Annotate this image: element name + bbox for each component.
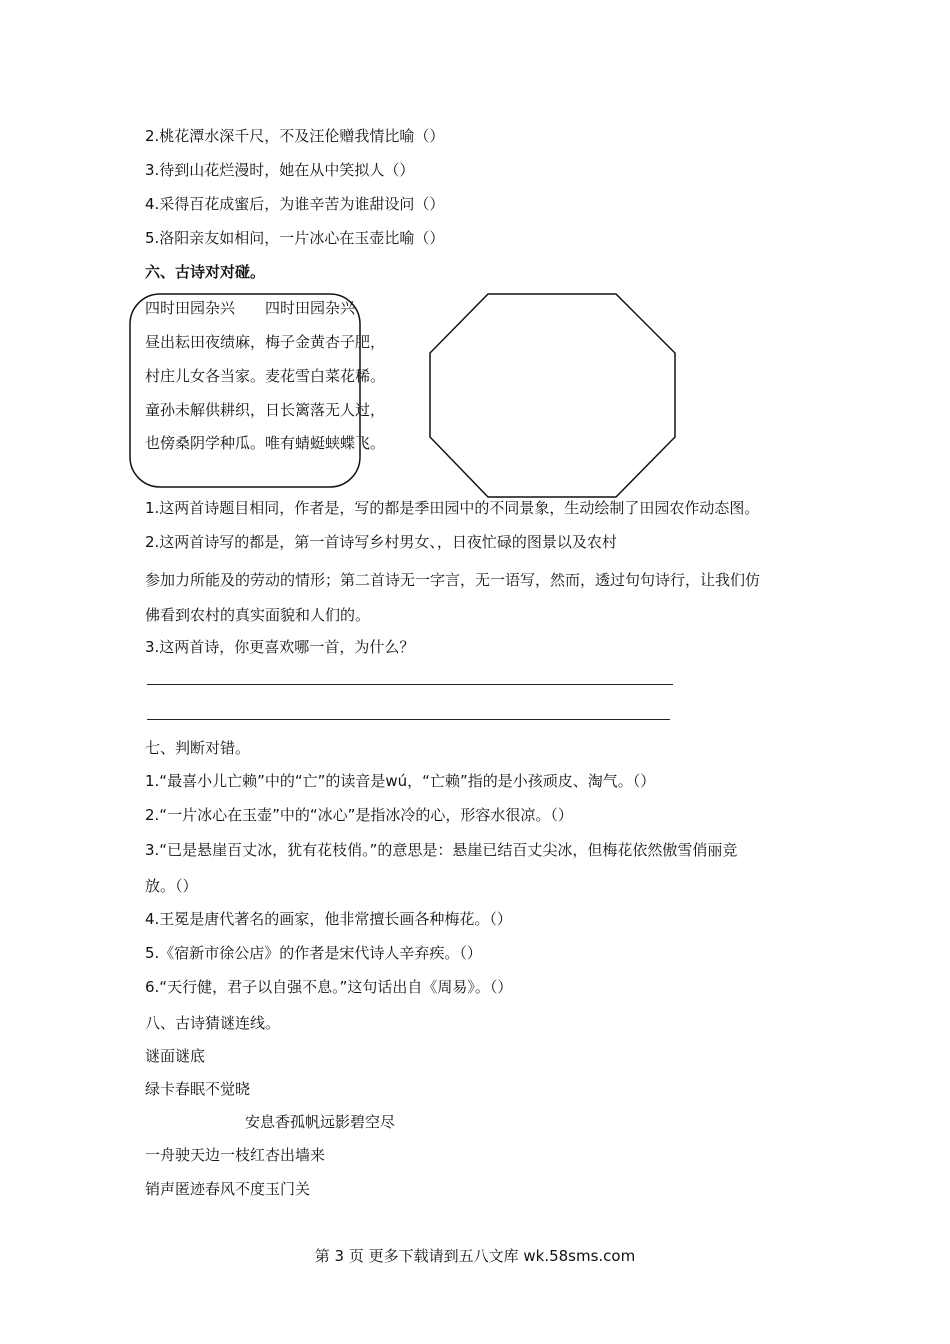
riddle-line: 销声匿迹春风不度玉门关 — [145, 1180, 311, 1198]
poem-line: 也傍桑阴学种瓜。唯有蜻蜓蛱蝶飞。 — [145, 434, 386, 452]
question-line: 4.采得百花成蜜后，为谁辛苦为谁甜设问（） — [145, 195, 445, 213]
question-line: 参加力所能及的劳动的情形；第二首诗无一字言，无一语写，然而，透过句句诗行，让我们仿 — [145, 571, 761, 589]
page-footer: 第 3 页 更多下载请到五八文库 wk.58sms.com — [314, 1247, 636, 1265]
riddle-line: 谜面谜底 — [145, 1047, 206, 1065]
question-line: 5.《宿新市徐公店》的作者是宋代诗人辛弃疾。（） — [145, 944, 482, 962]
section-heading: 七、判断对错。 — [145, 739, 251, 757]
poem-line: 昼出耘田夜绩麻，梅子金黄杏子肥， — [145, 333, 386, 351]
answer-line[interactable] — [147, 684, 673, 685]
question-line: 3.“已是悬崖百丈冰，犹有花枝俏。”的意思是：悬崖已结百丈尖冰，但梅花依然傲雪俏丽竞 — [145, 841, 738, 859]
question-line: 2.这两首诗写的都是，第一首诗写乡村男女、，日夜忙碌的图景以及农村 — [145, 533, 617, 551]
question-line: 5.洛阳亲友如相问，一片冰心在玉壶比喻（） — [145, 229, 445, 247]
poem-line: 童孙未解供耕织，日长篱落无人过， — [145, 401, 386, 419]
octagon-shape — [430, 294, 675, 497]
section-heading: 六、古诗对对碰。 — [145, 263, 266, 281]
riddle-line: 绿卡春眠不觉晓 — [145, 1080, 251, 1098]
section-heading: 八、古诗猜谜连线。 — [145, 1014, 281, 1032]
riddle-line: 安息香孤帆远影碧空尽 — [245, 1113, 396, 1131]
rounded-rectangle-shape — [130, 294, 360, 487]
question-line: 佛看到农村的真实面貌和人们的。 — [145, 606, 371, 624]
riddle-line: 一舟驶天边一枝红杏出墙来 — [145, 1146, 326, 1164]
question-line: 6.“天行健，君子以自强不息。”这句话出自《周易》。（） — [145, 978, 513, 996]
question-line: 3.这两首诗，你更喜欢哪一首，为什么？ — [145, 638, 415, 656]
question-line: 3.待到山花烂漫时，她在从中笑拟人（） — [145, 161, 415, 179]
answer-line[interactable] — [147, 719, 670, 720]
question-line: 放。（） — [145, 877, 198, 895]
question-line: 2.“一片冰心在玉壶”中的“冰心”是指冰冷的心，形容水很凉。（） — [145, 806, 573, 824]
question-line: 2.桃花潭水深千尺，不及汪伦赠我情比喻（） — [145, 127, 445, 145]
poem-titles: 四时田园杂兴 四时田园杂兴 — [145, 299, 356, 317]
question-line: 4.王冕是唐代著名的画家，他非常擅长画各种梅花。（） — [145, 910, 512, 928]
question-line: 1.这两首诗题目相同，作者是，写的都是季田园中的不同景象，生动绘制了田园农作动态图。 — [145, 499, 760, 517]
poem-line: 村庄儿女各当家。麦花雪白菜花稀。 — [145, 367, 386, 385]
question-line: 1.“最喜小儿亡赖”中的“亡”的读音是wú，“亡赖”指的是小孩顽皮、淘气。（） — [145, 772, 656, 790]
